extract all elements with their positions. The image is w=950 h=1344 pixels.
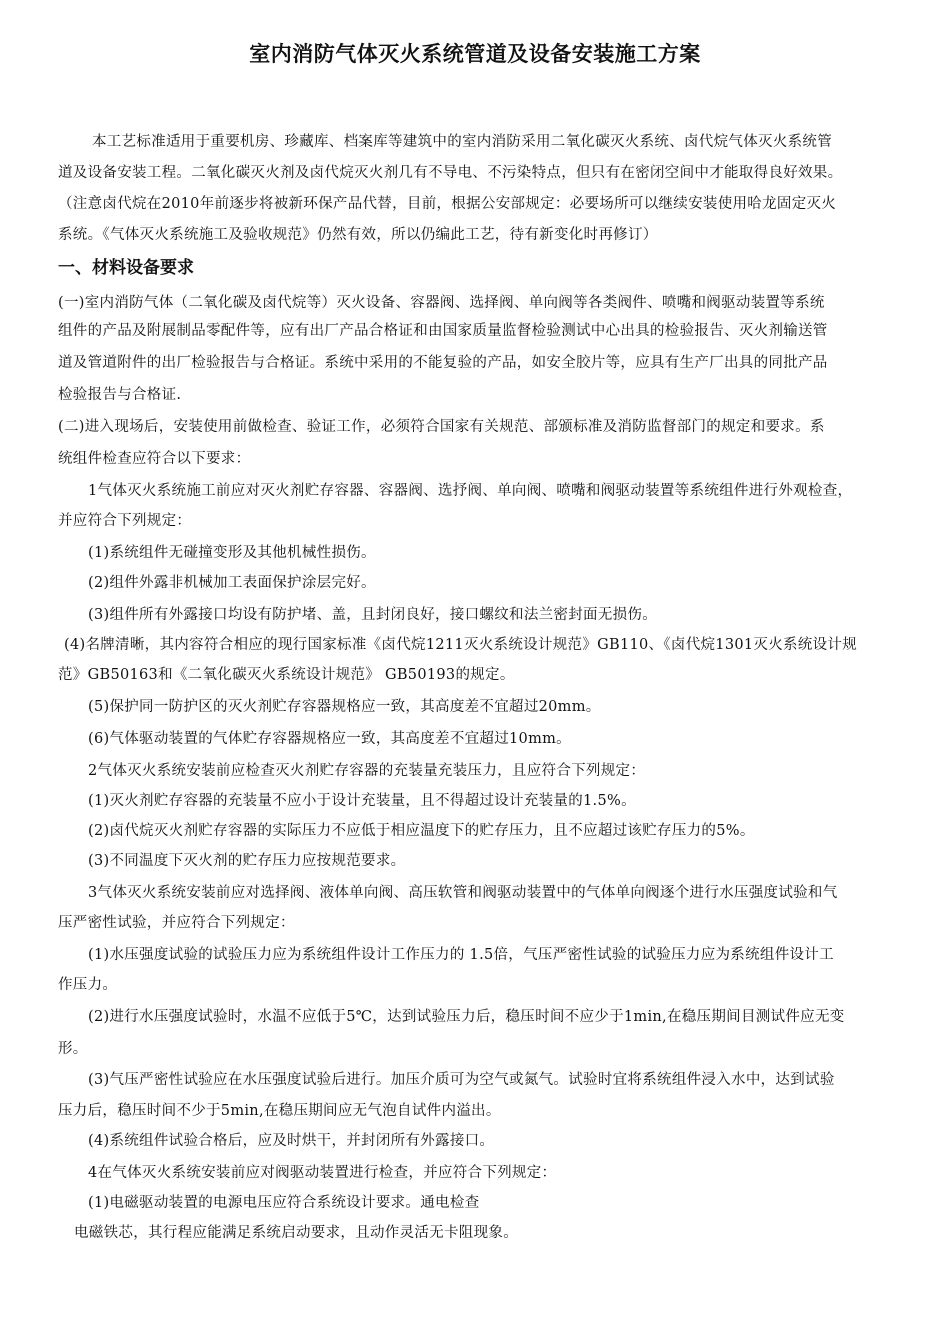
item1-line-2: 并应符合下列规定：	[58, 513, 192, 529]
para1-line-2: 组件的产品及附展制品零配件等，应有出厂产品合格证和由国家质量监督检验测试中心出具的检验报告、灭火剂输送管	[58, 323, 828, 339]
item1-4-line-1: (4)名牌清晰，其内容符合相应的现行国家标准《卤代烷1211灭火系统设计规范》GB110、《卤代烷1301灭火系统设计规	[64, 637, 858, 653]
intro-line-2: 道及设备安装工程。二氧化碳灭火剂及卤代烷灭火剂几有不导电、不污染特点，但只有在密闭空间中才能取得良好效果。	[58, 165, 843, 181]
item2-2: (2)卤代烷灭火剂贮存容器的实际压力不应低于相应温度下的贮存压力，且不应超过该贮存压力的5%。	[88, 823, 755, 839]
para1-line-3: 道及管道附件的出厂检验报告与合格证。系统中采用的不能复验的产品，如安全胶片等，应具有生产厂出具的同批产品	[58, 355, 828, 371]
para1-line-4: 检验报告与合格证.	[58, 387, 182, 403]
item3-3-line-1: (3)气压严密性试验应在水压强度试验后进行。加压介质可为空气或氮气。试验时宜将系统组件浸入水中，达到试验	[88, 1072, 835, 1088]
item3-1-line-2: 作压力。	[58, 977, 118, 993]
intro-line-1: 本工艺标准适用于重要机房、珍藏库、档案库等建筑中的室内消防采用二氧化碳灭火系统、卤代烷气体灭火系统管	[92, 134, 832, 150]
item1-3: (3)组件所有外露接口均设有防护堵、盖，且封闭良好，接口螺纹和法兰密封面无损伤。	[88, 607, 658, 623]
item1-4-line-2: 范》GB50163和《二氧化碳灭火系统设计规范》 GB50193的规定。	[58, 667, 515, 683]
item2-1: (1)灭火剂贮存容器的充装量不应小于设计充装量，且不得超过设计充装量的1.5%。	[88, 793, 636, 809]
item1-6: (6)气体驱动装置的气体贮存容器规格应一致，其高度差不宜超过10mm。	[88, 731, 571, 747]
intro-line-3: （注意卤代烷在2010年前逐步将被新环保产品代替，目前，根据公安部规定：必要场所可以继续安装使用哈龙固定灭火	[58, 196, 837, 212]
item2-3: (3)不同温度下灭火剂的贮存压力应按规范要求。	[88, 853, 406, 869]
item4-1: (1)电磁驱动装置的电源电压应符合系统设计要求。通电检查	[88, 1195, 480, 1211]
intro-line-4: 系统。《气体灭火系统施工及验收规范》仍然有效，所以仍编此工艺，待有新变化时再修订）	[58, 227, 658, 243]
para2-line-2: 统组件检查应符合以下要求：	[58, 451, 251, 467]
item1-2: (2)组件外露非机械加工表面保护涂层完好。	[88, 575, 376, 591]
section-heading-materials: 一、材料设备要求	[58, 258, 194, 278]
item4: 4在气体灭火系统安装前应对阀驱动装置进行检查，并应符合下列规定：	[88, 1165, 557, 1181]
item4-1-continued: 电磁铁芯，其行程应能满足系统启动要求，且动作灵活无卡阻现象。	[74, 1225, 518, 1241]
item3-line-1: 3气体灭火系统安装前应对选择阀、液体单向阀、高压软管和阀驱动装置中的气体单向阀逐个进行水压强度试验和气	[88, 885, 838, 901]
item1-line-1: 1气体灭火系统施工前应对灭火剂贮存容器、容器阀、选抒阀、单向阀、喷嘴和阀驱动装置等系统组件进行外观检查，	[88, 483, 853, 499]
para1-line-1: (一)室内消防气体（二氧化碳及卤代烷等）灭火设备、容器阀、选择阀、单向阀等各类阀件、喷嘴和阀驱动装置等系统	[58, 295, 825, 311]
item1-5: (5)保护同一防护区的灭火剂贮存容器规格应一致，其高度差不宜超过20mm。	[88, 699, 601, 715]
item2: 2气体灭火系统安装前应检查灭火剂贮存容器的充装量充装压力，且应符合下列规定：	[88, 763, 646, 779]
item3-2-line-2: 形。	[58, 1041, 88, 1057]
page-title: 室内消防气体灭火系统管道及设备安装施工方案	[249, 42, 701, 66]
item3-1-line-1: (1)水压强度试验的试验压力应为系统组件设计工作压力的 1.5倍，气压严密性试验的试验压力应为系统组件设计工	[88, 947, 834, 963]
item3-3-line-2: 压力后，稳压时间不少于5min,在稳压期间应无气泡自试件内溢出。	[58, 1103, 501, 1119]
item3-2-line-1: (2)进行水压强度试验时，水温不应低于5℃，达到试验压力后，稳压时间不应少于1min,在稳压期间目测试件应无变	[88, 1009, 845, 1025]
item3-line-2: 压严密性试验，并应符合下列规定：	[58, 915, 295, 931]
item3-4: (4)系统组件试验合格后，应及时烘干，并封闭所有外露接口。	[88, 1133, 495, 1149]
para2-line-1: (二)进入现场后，安装使用前做检查、验证工作，必须符合国家有关规范、部颁标准及消防监督部门的规定和要求。系	[58, 419, 825, 435]
item1-1: (1)系统组件无碰撞变形及其他机械性损伤。	[88, 545, 376, 561]
